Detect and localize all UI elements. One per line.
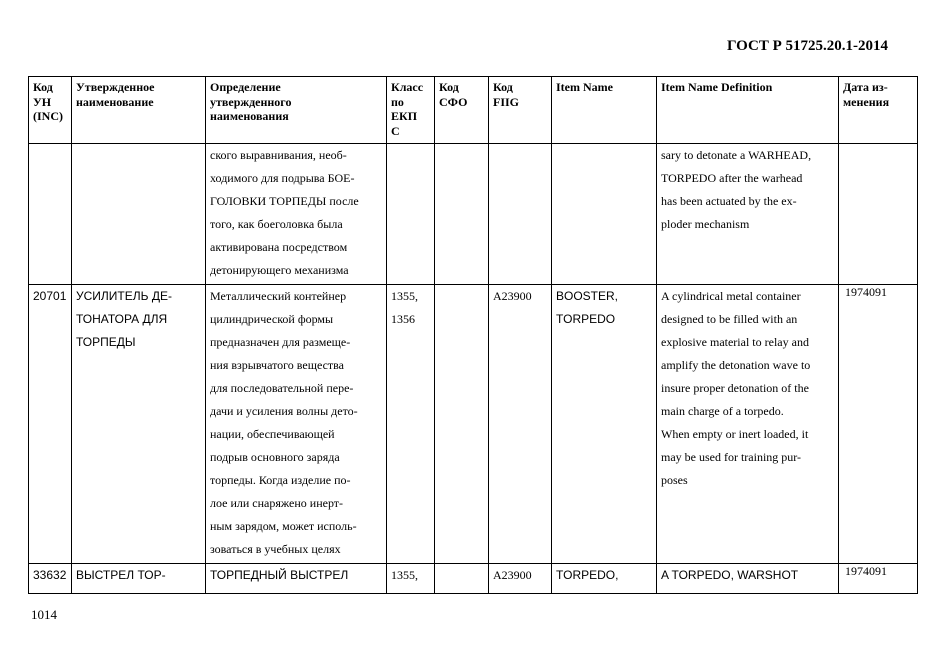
header-sfo <box>435 77 489 144</box>
header-definition-line: Определение <box>210 80 281 94</box>
cell-definition <box>206 144 387 285</box>
text-line: ВЫСТРЕЛ ТОР- <box>76 568 166 582</box>
cell-item-name <box>552 144 657 285</box>
text-line: подрыв основного заряда <box>210 450 340 464</box>
text-line: ходимого для подрыва БОЕ- <box>210 171 355 185</box>
header-sfo-line: СФО <box>439 94 468 109</box>
cell-item-name <box>552 564 657 594</box>
text-line: sary to detonate a WARHEAD, <box>661 148 812 162</box>
cell-name <box>72 564 206 594</box>
text-line: 1355, <box>391 568 418 582</box>
date-value: 1974091 <box>845 285 887 299</box>
text-line: того, как боеголовка была <box>210 217 343 231</box>
cell-definition <box>206 564 387 594</box>
header-sfo-line: Код <box>439 80 459 94</box>
header-approved-name <box>72 77 206 144</box>
header-ekps-class-line: С <box>391 123 400 138</box>
text-line: 1356 <box>391 312 415 326</box>
cell-item-definition <box>657 144 839 285</box>
cell-ekps <box>387 564 435 594</box>
header-ekps-class <box>387 77 435 144</box>
text-line: нации, обеспечивающей <box>210 427 335 441</box>
items-table <box>28 76 918 594</box>
text-line: УСИЛИТЕЛЬ ДЕ- <box>76 289 172 303</box>
text-line: ТОРПЕДНЫЙ ВЫСТРЕЛ <box>210 568 349 582</box>
text-line: зоваться в учебных целях <box>210 542 341 556</box>
cell-ekps <box>387 144 435 285</box>
text-line: insure proper detonation of the <box>661 381 809 395</box>
header-date-line: менения <box>843 94 890 109</box>
header-inc <box>29 77 72 144</box>
cell-name <box>72 144 206 285</box>
text-line: BOOSTER, <box>556 289 619 303</box>
cell-sfo <box>435 564 489 594</box>
header-inc-line: УН <box>33 94 52 109</box>
document-title: ГОСТ Р 51725.20.1-2014 <box>726 38 888 54</box>
cell-definition <box>206 285 387 564</box>
text-line: ТОРПЕДЫ <box>76 335 136 349</box>
header-fiig-line: Код <box>493 80 513 94</box>
header-definition-line: наименования <box>210 109 289 123</box>
header-ekps-class-line: по <box>391 94 404 109</box>
text-line: may be used for training pur- <box>661 450 802 464</box>
text-line: ского выравнивания, необ- <box>210 148 347 162</box>
cell-date <box>839 564 918 594</box>
text-line: цилиндрической формы <box>210 312 334 326</box>
text-line: When empty or inert loaded, it <box>661 427 809 441</box>
fiig-value: A23900 <box>493 568 532 582</box>
cell-name <box>72 285 206 564</box>
header-fiig <box>489 77 552 144</box>
code-value: 20701 <box>33 289 67 303</box>
header-item-definition-line: Item Name Definition <box>661 80 773 94</box>
header-date <box>839 77 918 144</box>
fiig-value: A23900 <box>493 289 532 303</box>
header-date-line: Дата из- <box>843 80 888 94</box>
cell-fiig <box>489 285 552 564</box>
header-item-definition <box>657 77 839 144</box>
text-line: TORPEDO, <box>556 568 619 582</box>
cell-item-definition <box>657 285 839 564</box>
date-value: 1974091 <box>845 564 887 578</box>
text-line: ТОНАТОРА ДЛЯ <box>76 312 168 326</box>
cell-fiig <box>489 144 552 285</box>
cell-code <box>29 144 72 285</box>
text-line: ным зарядом, может исполь- <box>210 519 357 533</box>
header-item-name-line: Item Name <box>556 80 613 94</box>
table-row <box>29 564 918 594</box>
header-row <box>29 77 918 144</box>
text-line: main charge of a torpedo. <box>661 404 784 418</box>
header-inc-line: Код <box>33 80 53 94</box>
text-line: активирована посредством <box>210 240 348 254</box>
cell-sfo <box>435 144 489 285</box>
header-ekps-class-line: ЕКП <box>391 109 418 123</box>
text-line: designed to be filled with an <box>661 312 798 326</box>
page-number: 1014 <box>31 607 57 622</box>
text-line: детонирующего механизма <box>210 263 349 277</box>
text-line: poses <box>661 473 688 487</box>
table-row <box>29 285 918 564</box>
text-line: дачи и усиления волны дето- <box>210 404 358 418</box>
header-definition-line: утвержденного <box>210 94 292 109</box>
header-inc-line: (INC) <box>33 109 63 123</box>
code-value: 33632 <box>33 568 67 582</box>
cell-sfo <box>435 285 489 564</box>
text-line: TORPEDO <box>556 312 616 326</box>
text-line: 1355, <box>391 289 418 303</box>
header-approved-name-line: Утвержденное <box>76 80 155 94</box>
cell-code <box>29 285 72 564</box>
header-ekps-class-line: Класс <box>391 80 424 94</box>
text-line: ГОЛОВКИ ТОРПЕДЫ после <box>210 194 359 208</box>
header-fiig-line: FIIG <box>493 94 520 109</box>
cell-fiig <box>489 564 552 594</box>
text-line: Металлический контейнер <box>210 289 347 303</box>
header-approved-name-line: наименование <box>76 94 154 109</box>
text-line: торпеды. Когда изделие по- <box>210 473 351 487</box>
text-line: A cylindrical metal container <box>661 289 801 303</box>
header-item-name <box>552 77 657 144</box>
header-definition <box>206 77 387 144</box>
text-line: лое или снаряжено инерт- <box>210 496 344 510</box>
text-line: TORPEDO after the warhead <box>661 171 803 185</box>
text-line: для последовательной пере- <box>210 381 354 395</box>
table-row <box>29 144 918 285</box>
text-line: has been actuated by the ex- <box>661 194 797 208</box>
cell-code <box>29 564 72 594</box>
text-line: ния взрывчатого вещества <box>210 358 344 372</box>
text-line: A TORPEDO, WARSHOT <box>661 568 799 582</box>
text-line: amplify the detonation wave to <box>661 358 811 372</box>
text-line: предназначен для размеще- <box>210 335 351 349</box>
cell-ekps <box>387 285 435 564</box>
text-line: explosive material to relay and <box>661 335 809 349</box>
cell-date <box>839 285 918 564</box>
text-line: ploder mechanism <box>661 217 750 231</box>
cell-item-name <box>552 285 657 564</box>
cell-date <box>839 144 918 285</box>
cell-item-definition <box>657 564 839 594</box>
